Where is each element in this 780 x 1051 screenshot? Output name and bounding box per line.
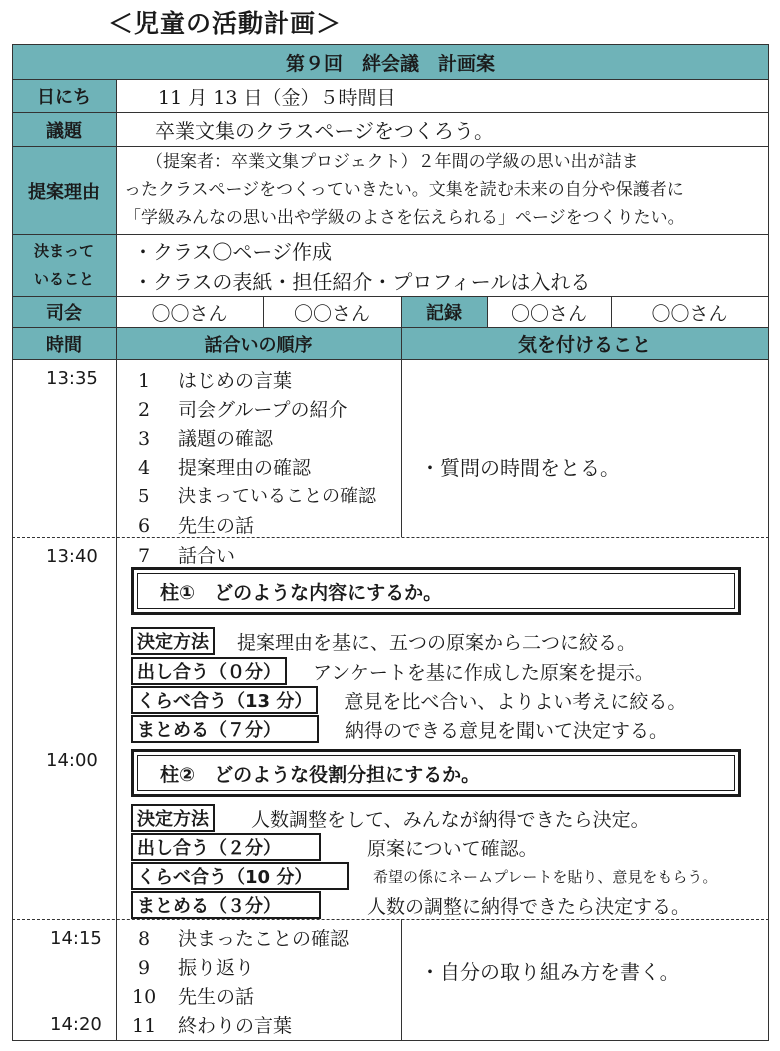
reason-text: [124, 148, 764, 232]
step-item: 3 議題の確認: [138, 428, 274, 450]
column-header-time: 時間: [46, 334, 82, 356]
step-item: 11 終わりの言葉: [132, 1015, 293, 1037]
method-row: [131, 715, 668, 743]
step-item: 7 話合い: [138, 545, 236, 567]
decided-label-line: いること: [33, 270, 94, 288]
decided-item: ・クラスの表紙・担任紹介・プロフィールは入れる: [133, 270, 591, 294]
pillar-1-title: 柱① どのような内容にするか。: [137, 573, 735, 609]
method-label: くらべ合う（13 分）: [131, 686, 318, 714]
method-label: くらべ合う（10 分）: [131, 862, 349, 890]
method-row: [131, 686, 686, 714]
dashed-divider: [12, 537, 769, 538]
method-label: 決定方法: [131, 804, 215, 832]
step-item: 6 先生の話: [138, 515, 255, 537]
method-row: [131, 833, 538, 861]
step-item: 2 司会グループの紹介: [138, 399, 348, 421]
rule-line: [12, 234, 768, 235]
chair-name: 〇〇さん: [293, 302, 370, 325]
decided-label-line: 決まって: [33, 242, 94, 260]
time-label: 14:15: [50, 928, 102, 949]
method-text: 意見を比べ合い、よりよい考えに絞る。: [344, 690, 687, 713]
page-title: ＜児童の活動計画＞: [108, 9, 343, 38]
method-label: 出し合う（２分）: [131, 833, 321, 861]
date-label: 日にち: [37, 87, 91, 108]
method-row: [131, 627, 636, 655]
reason-line: （提案者：卒業文集プロジェクト）２年間の学級の思い出が詰ま: [146, 152, 639, 172]
column-header-order: 話合いの順序: [204, 334, 313, 356]
column-header-notes: 気を付けること: [517, 334, 651, 356]
time-label: 14:20: [50, 1014, 102, 1035]
time-label: 13:40: [46, 546, 98, 567]
note-text: ・質問の時間をとる。: [420, 456, 620, 480]
decided-label: [12, 237, 116, 293]
method-label: まとめる（３分）: [131, 891, 321, 919]
column-line: [116, 79, 117, 1041]
pillar-1-box: [131, 567, 741, 615]
time-label: 13:35: [46, 368, 98, 389]
method-text: 納得のできる意見を聞いて決定する。: [345, 719, 669, 742]
reason-line: 「学級みんなの思い出や学級のよさを伝えられる」ページをつくりたい。: [124, 208, 685, 228]
decided-items: [133, 237, 590, 297]
method-label: 出し合う（０分）: [131, 657, 287, 685]
method-text: 人数の調整に納得できたら決定する。: [367, 895, 691, 918]
method-text: 人数調整をして、みんなが納得できたら決定。: [251, 808, 650, 831]
record-label: 記録: [426, 303, 462, 324]
rule-line: [12, 146, 768, 147]
method-row: [131, 891, 690, 919]
method-row: [131, 862, 717, 890]
method-row: [131, 657, 654, 685]
record-name: 〇〇さん: [651, 302, 728, 325]
pillar-2-box: [131, 749, 741, 797]
step-item: 10 先生の話: [132, 986, 255, 1008]
rule-line: [12, 359, 768, 360]
reason-label: 提案理由: [28, 181, 100, 203]
table-header: [13, 45, 768, 79]
step-item: 4 提案理由の確認: [138, 457, 312, 479]
method-text: 原案について確認。: [367, 837, 538, 860]
step-item: 9 振り返り: [138, 957, 255, 979]
step-item: 5 決まっていることの確認: [138, 486, 376, 507]
method-text: 提案理由を基に、五つの原案から二つに絞る。: [237, 631, 637, 654]
chair-label: 司会: [46, 303, 82, 324]
topic-value: 卒業文集のクラスページをつくろう。: [155, 119, 494, 143]
topic-label: 議題: [46, 120, 82, 142]
method-text: アンケートを基に作成した原案を提示。: [313, 661, 654, 684]
method-label: 決定方法: [131, 627, 215, 655]
note-text: ・自分の取り組み方を書く。: [420, 960, 680, 984]
time-label: 14:00: [46, 750, 98, 771]
chair-name: 〇〇さん: [151, 302, 228, 325]
method-label: まとめる（７分）: [131, 715, 319, 743]
pillar-2-title: 柱② どのような役割分担にするか。: [137, 755, 735, 791]
record-name: 〇〇さん: [510, 302, 587, 325]
table-header-title: 第９回 絆会議 計画案: [285, 52, 495, 75]
decided-item: ・クラス〇ページ作成: [133, 240, 332, 264]
date-value: 11 月 13 日（金）５時間目: [158, 86, 396, 109]
method-text: 希望の係にネームプレートを貼り、意見をもらう。: [373, 867, 718, 886]
method-row: [131, 804, 650, 832]
reason-line: ったクラスページをつくっていきたい。文集を読む未来の自分や保護者に: [124, 180, 684, 200]
column-line: [401, 919, 402, 1041]
dashed-divider: [12, 919, 769, 920]
step-item: 8 決まったことの確認: [138, 928, 350, 950]
step-item: 1 はじめの言葉: [138, 370, 293, 392]
